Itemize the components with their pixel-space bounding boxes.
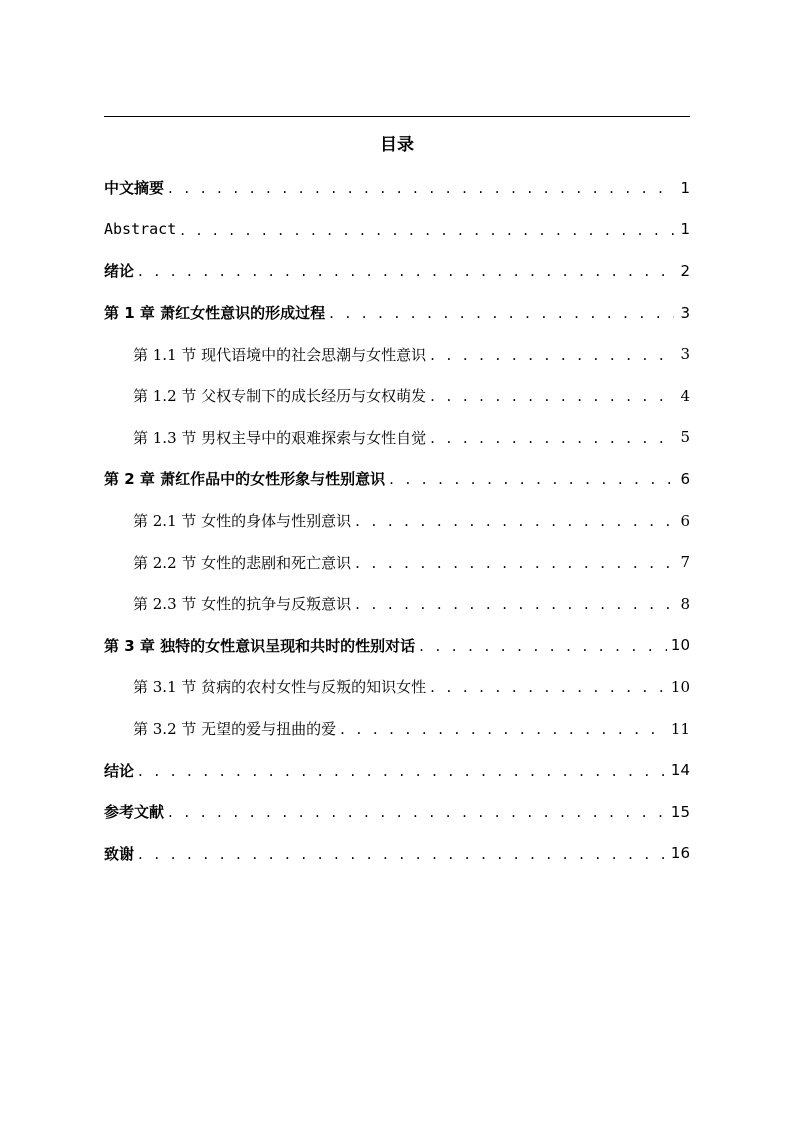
- toc-entry[interactable]: [104, 625, 690, 667]
- toc-entry-label: 第 2.2 节 女性的悲剧和死亡意识: [133, 553, 352, 572]
- toc-leader-dots: [430, 348, 674, 363]
- toc-leader-dots: [355, 514, 674, 529]
- toc-leader-dots: [138, 764, 667, 779]
- toc-entry[interactable]: [104, 833, 690, 875]
- toc-entry-page: 16: [670, 844, 690, 863]
- toc-entry-label: 第 1.1 节 现代语境中的社会思潮与女性意识: [133, 345, 427, 364]
- toc-title: 目录: [380, 135, 414, 155]
- toc-entry-page: 1: [680, 220, 690, 239]
- toc-entry[interactable]: [104, 500, 690, 542]
- toc-entry-label: 致谢: [104, 844, 135, 863]
- toc-entry[interactable]: [104, 375, 690, 417]
- toc-entry-page: 2: [680, 261, 690, 280]
- header-rule: [104, 116, 690, 117]
- toc-leader-dots: [419, 639, 667, 654]
- toc-leader-dots: [168, 181, 674, 196]
- toc-entry[interactable]: [104, 333, 690, 375]
- toc-entry[interactable]: [104, 417, 690, 459]
- toc-entry[interactable]: [104, 292, 690, 334]
- toc-leader-dots: [168, 805, 667, 820]
- toc-entry-label: 第 3.1 节 贫病的农村女性与反叛的知识女性: [133, 678, 427, 697]
- toc-entry-page: 3: [680, 345, 690, 364]
- toc-entry-page: 6: [680, 511, 690, 530]
- toc-entry-label: 第 1.2 节 父权专制下的成长经历与女权萌发: [133, 387, 427, 406]
- toc-entry[interactable]: [104, 708, 690, 750]
- toc-leader-dots: [430, 431, 674, 446]
- toc-entry-label: 参考文献: [104, 803, 165, 822]
- toc-entry-label: 第 3 章 独特的女性意识呈现和共时的性别对话: [104, 636, 416, 655]
- table-of-contents: [104, 167, 690, 874]
- toc-leader-dots: [389, 472, 674, 487]
- toc-entry-page: 4: [680, 386, 690, 405]
- toc-entry-page: 5: [680, 428, 690, 447]
- toc-entry-label: 绪论: [104, 262, 135, 281]
- toc-entry-label: 中文摘要: [104, 179, 165, 198]
- toc-leader-dots: [355, 597, 674, 612]
- toc-entry[interactable]: [104, 167, 690, 209]
- toc-leader-dots: [329, 306, 674, 321]
- toc-leader-dots: [340, 722, 667, 737]
- toc-entry[interactable]: [104, 541, 690, 583]
- toc-entry-page: 7: [680, 553, 690, 572]
- toc-entry[interactable]: [104, 209, 690, 251]
- toc-entry-label: 第 3.2 节 无望的爱与扭曲的爱: [133, 720, 337, 739]
- toc-leader-dots: [180, 223, 674, 238]
- toc-entry[interactable]: [104, 583, 690, 625]
- toc-entry-label: 结论: [104, 761, 135, 780]
- toc-entry-page: 15: [670, 802, 690, 821]
- toc-entry-label: 第 2.1 节 女性的身体与性别意识: [133, 512, 352, 531]
- toc-entry-page: 10: [670, 636, 690, 655]
- toc-entry-page: 1: [680, 178, 690, 197]
- toc-entry-page: 6: [680, 469, 690, 488]
- toc-entry-label: 第 2 章 萧红作品中的女性形象与性别意识: [104, 470, 386, 489]
- toc-leader-dots: [138, 847, 667, 862]
- toc-leader-dots: [430, 680, 667, 695]
- toc-entry[interactable]: [104, 791, 690, 833]
- toc-leader-dots: [430, 389, 674, 404]
- toc-entry-label: 第 2.3 节 女性的抗争与反叛意识: [133, 595, 352, 614]
- toc-entry-page: 14: [670, 761, 690, 780]
- toc-entry-label: 第 1 章 萧红女性意识的形成过程: [104, 304, 326, 323]
- toc-leader-dots: [138, 264, 674, 279]
- toc-entry[interactable]: [104, 749, 690, 791]
- toc-entry-page: 3: [680, 303, 690, 322]
- toc-entry[interactable]: [104, 666, 690, 708]
- toc-entry-page: 11: [670, 719, 690, 738]
- toc-entry-page: 10: [670, 677, 690, 696]
- toc-leader-dots: [355, 556, 674, 571]
- toc-entry[interactable]: [104, 458, 690, 500]
- toc-entry-label: Abstract: [104, 220, 177, 239]
- toc-entry[interactable]: [104, 250, 690, 292]
- toc-entry-label: 第 1.3 节 男权主导中的艰难探索与女性自觉: [133, 428, 427, 447]
- toc-entry-page: 8: [680, 594, 690, 613]
